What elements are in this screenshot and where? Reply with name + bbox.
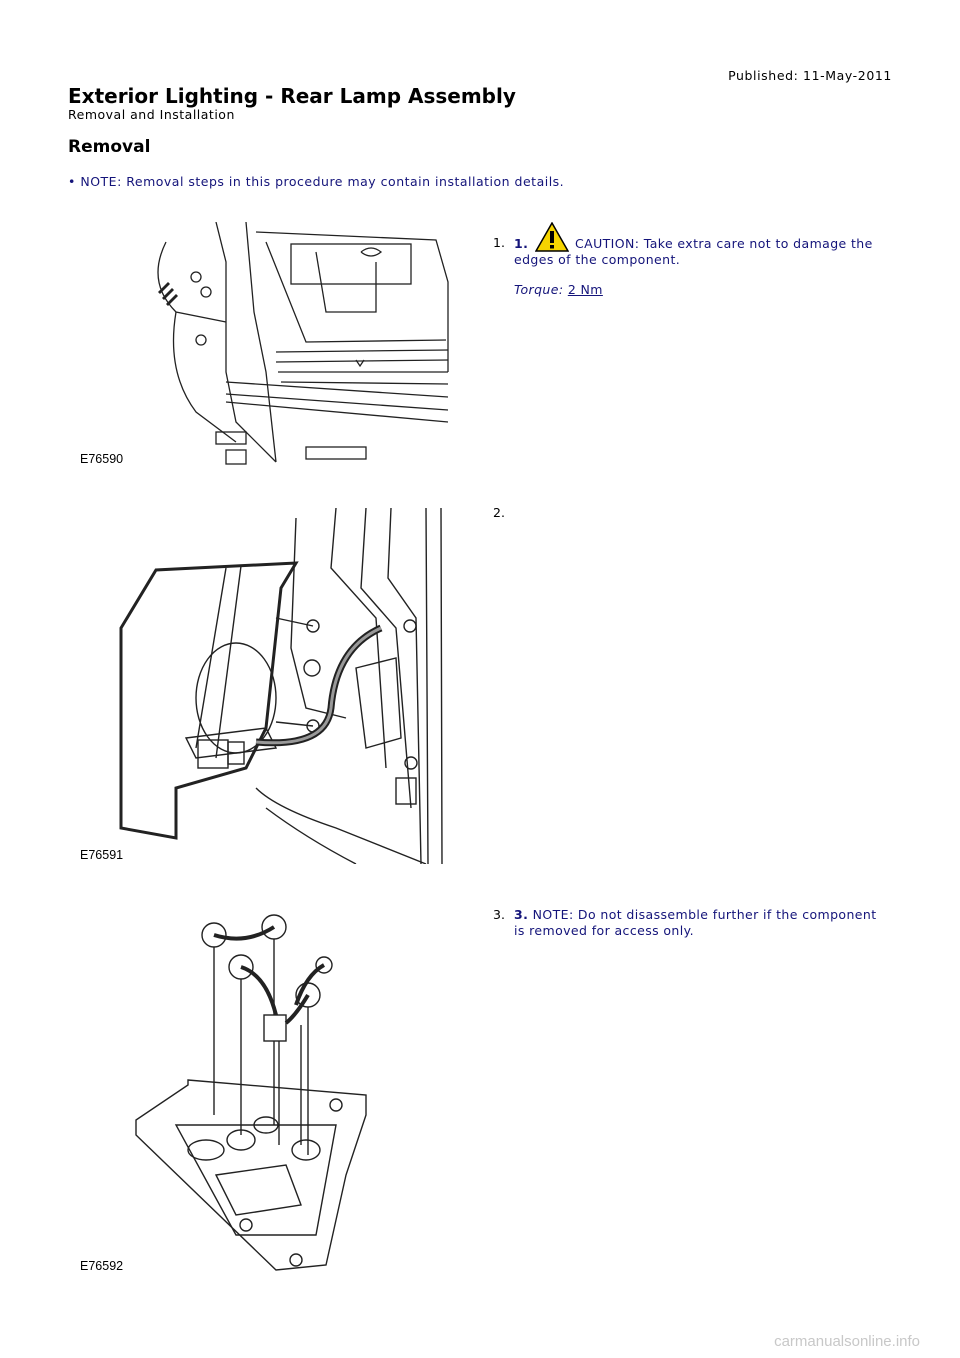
figure-e76590 [76, 222, 456, 468]
torque-value-link[interactable]: 2 Nm [567, 282, 603, 297]
step-1-text [514, 222, 884, 298]
page-title: Exterior Lighting - Rear Lamp Assembly [68, 84, 516, 108]
published-date: Published: 11-May-2011 [728, 68, 892, 83]
footer-watermark: carmanualsonline.info [774, 1333, 920, 1350]
tailgate-illustration [76, 222, 456, 468]
section-heading: Removal [68, 137, 151, 157]
step-3-number: 3. [493, 907, 505, 922]
bulb-holder-illustration [76, 905, 456, 1275]
figure-code: E76591 [80, 848, 124, 862]
figure-e76592 [76, 905, 456, 1275]
page-subtitle: Removal and Installation [68, 107, 235, 122]
step-2-number: 2. [493, 505, 505, 520]
torque-label: Torque: [514, 282, 564, 297]
step-1-caution: CAUTION: Take extra care not to damage the edges of the component. [514, 236, 873, 267]
figure-e76591 [76, 508, 456, 864]
removal-note: • NOTE: Removal steps in this procedure may contain installation details. [68, 174, 565, 189]
step-3-text [514, 907, 884, 939]
step-1-bold-number: 1. [514, 236, 529, 251]
warning-triangle-icon [535, 222, 569, 252]
step-1-number: 1. [493, 235, 505, 250]
step-3-bold-number: 3. [514, 907, 529, 922]
step-3-note: NOTE: Do not disassemble further if the component is removed for access only. [514, 907, 877, 938]
torque-spec [514, 282, 884, 298]
figure-code: E76592 [80, 1259, 124, 1273]
rear-lamp-illustration [76, 508, 456, 864]
figure-code: E76590 [80, 452, 124, 466]
